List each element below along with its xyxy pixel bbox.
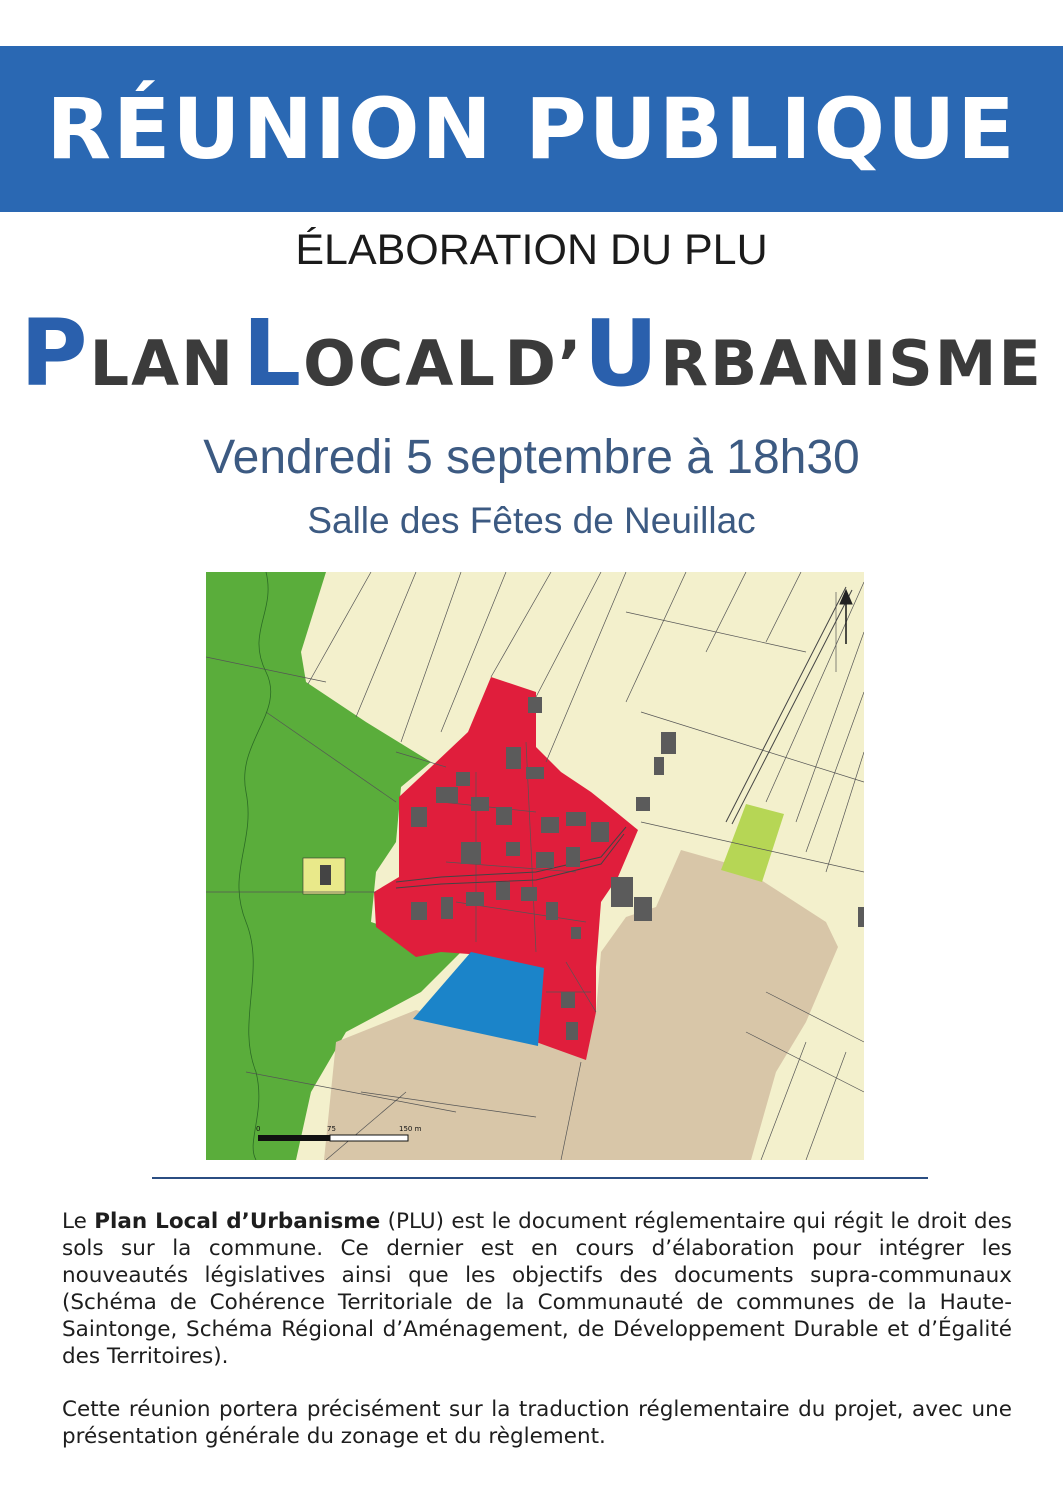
plu-initial-p: P (20, 300, 90, 407)
description (62, 1208, 1012, 1476)
subtitle: ÉLABORATION DU PLU (295, 226, 768, 274)
scale-label-75: 75 (327, 1125, 336, 1133)
event-place: Salle des Fêtes de Neuillac (307, 500, 756, 541)
scale-label-0: 0 (256, 1125, 261, 1133)
title-banner (0, 46, 1063, 212)
plu-initial-l: L (242, 300, 304, 407)
plu-word-d: D’ (504, 327, 584, 400)
paragraph-1: Le Plan Local d’Urbanisme (PLU) est le document réglementaire qui régit le droit des sols sur la commune. Ce dernier est en cours d’élaboration pour intégrer les nouveautés législatives ainsi que les objectifs des documents supra-communaux (Schéma de Cohérence Territoriale de la Communauté de communes de la Haute-Saintonge, Schéma Régional d’Aménagement, de Développement Durable et d’Égalité des Territoires). (62, 1209, 1012, 1369)
divider-line (152, 1177, 928, 1179)
plu-title (0, 300, 1063, 407)
zoning-map (206, 572, 864, 1160)
plu-initial-u: U (583, 300, 661, 407)
plu-word-local: OCAL (303, 327, 497, 400)
plu-word-plan: LAN (89, 327, 235, 400)
scale-label-150: 150 m (399, 1125, 422, 1133)
event-date: Vendredi 5 septembre à 18h30 (203, 431, 860, 484)
plu-word-urbanisme: RBANISME (660, 327, 1043, 400)
plu-bold-term: Plan Local d’Urbanisme (94, 1209, 381, 1234)
paragraph-2: Cette réunion portera précisément sur la traduction réglementaire du projet, avec une présentation générale du zonage et du règlement. (62, 1397, 1012, 1449)
banner-title: RÉUNION PUBLIQUE (46, 80, 1017, 178)
